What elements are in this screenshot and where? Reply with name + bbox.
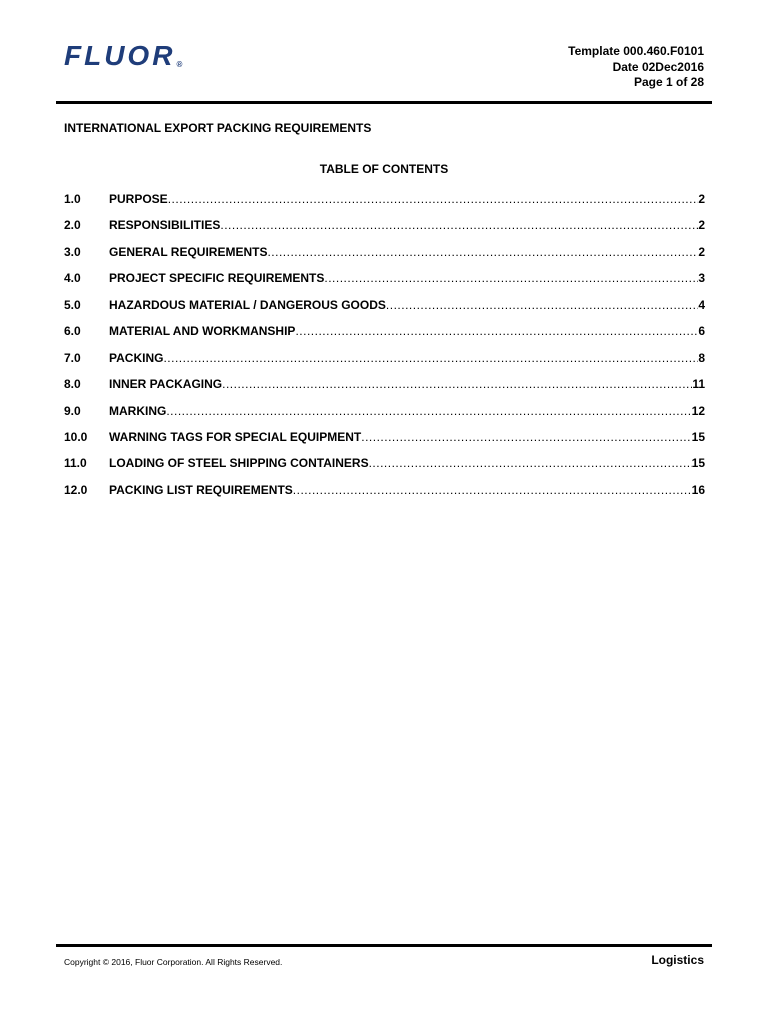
document-date: Date 02Dec2016 [612,59,704,74]
toc-dot-leader [293,483,692,497]
toc-entry-number: 6.0 [64,324,81,339]
footer-divider [56,944,712,947]
toc-dot-leader [163,351,698,365]
toc-entry[interactable] [64,245,705,271]
toc-entry-page[interactable]: 8 [698,350,705,365]
toc-entry-title[interactable]: PROJECT SPECIFIC REQUIREMENTS [109,271,325,286]
toc-entry-title[interactable]: MATERIAL AND WORKMANSHIP [109,324,296,339]
toc-entry[interactable] [64,404,705,430]
footer-section-label: Logistics [651,953,704,967]
toc-entry-title[interactable]: GENERAL REQUIREMENTS [109,244,268,259]
toc-dot-leader [222,377,692,391]
toc-entry-number: 8.0 [64,377,81,392]
toc-dot-leader [267,245,698,259]
toc-entry-title[interactable]: INNER PACKAGING [109,377,223,392]
toc-entry-title[interactable]: MARKING [109,403,167,418]
toc-entry-number: 3.0 [64,244,81,259]
toc-entry[interactable] [64,324,705,350]
page-number: Page 1 of 28 [633,75,704,89]
table-of-contents [64,192,705,509]
toc-entry[interactable] [64,298,705,324]
toc-entry-page[interactable]: 15 [691,456,705,471]
toc-entry[interactable] [64,192,705,218]
toc-entry-title[interactable]: LOADING OF STEEL SHIPPING CONTAINERS [109,456,369,471]
registered-mark: ® [176,60,183,69]
toc-heading: TABLE OF CONTENTS [319,162,449,176]
toc-dot-leader [295,324,698,338]
toc-entry-title[interactable]: PACKING [109,350,164,365]
toc-entry-number: 11.0 [64,456,87,471]
toc-entry-page[interactable]: 15 [691,429,705,444]
toc-entry-page[interactable]: 4 [698,297,705,312]
toc-entry[interactable] [64,377,705,403]
header-divider [56,101,712,104]
toc-entry-title[interactable]: PACKING LIST REQUIREMENTS [109,482,293,497]
toc-entry-number: 1.0 [64,192,81,206]
toc-entry-title[interactable]: RESPONSIBILITIES [109,218,221,233]
toc-entry[interactable] [64,271,705,297]
toc-dot-leader [369,456,692,470]
toc-entry[interactable] [64,483,705,509]
header-meta [568,44,704,91]
toc-entry-number: 2.0 [64,218,81,233]
toc-entry-page[interactable]: 3 [698,271,705,286]
document-title: INTERNATIONAL EXPORT PACKING REQUIREMENTS [64,121,372,135]
toc-entry[interactable] [64,351,705,377]
toc-entry-number: 7.0 [64,350,81,365]
toc-entry-number: 9.0 [64,403,81,418]
toc-entry-title[interactable]: WARNING TAGS FOR SPECIAL EQUIPMENT [109,429,362,444]
template-number: Template 000.460.F0101 [568,44,704,58]
company-logo [64,42,182,70]
toc-entry-number: 5.0 [64,297,81,312]
toc-dot-leader [220,218,698,232]
toc-entry-number: 10.0 [64,429,88,444]
toc-dot-leader [168,192,699,206]
toc-dot-leader [324,271,698,285]
toc-entry-number: 4.0 [64,271,81,286]
toc-entry-page[interactable]: 2 [698,244,705,259]
toc-entry[interactable] [64,456,705,482]
copyright-notice: Copyright © 2016, Fluor Corporation. All Rights Reserved. [64,957,283,967]
toc-entry-number: 12.0 [64,482,88,497]
toc-dot-leader [386,298,698,312]
toc-entry-page[interactable]: 2 [698,192,705,206]
logo-text: FLUOR [64,40,176,71]
toc-dot-leader [361,430,691,444]
toc-entry-page[interactable]: 2 [698,218,705,233]
toc-entry-page[interactable]: 12 [691,403,705,418]
toc-entry-page[interactable]: 6 [698,324,705,339]
toc-entry[interactable] [64,430,705,456]
toc-entry-page[interactable]: 11 [692,377,705,392]
toc-entry-page[interactable]: 16 [691,482,705,497]
toc-entry-title[interactable]: PURPOSE [109,192,168,206]
toc-entry[interactable] [64,218,705,244]
toc-dot-leader [166,404,691,418]
toc-entry-title[interactable]: HAZARDOUS MATERIAL / DANGEROUS GOODS [109,297,386,312]
